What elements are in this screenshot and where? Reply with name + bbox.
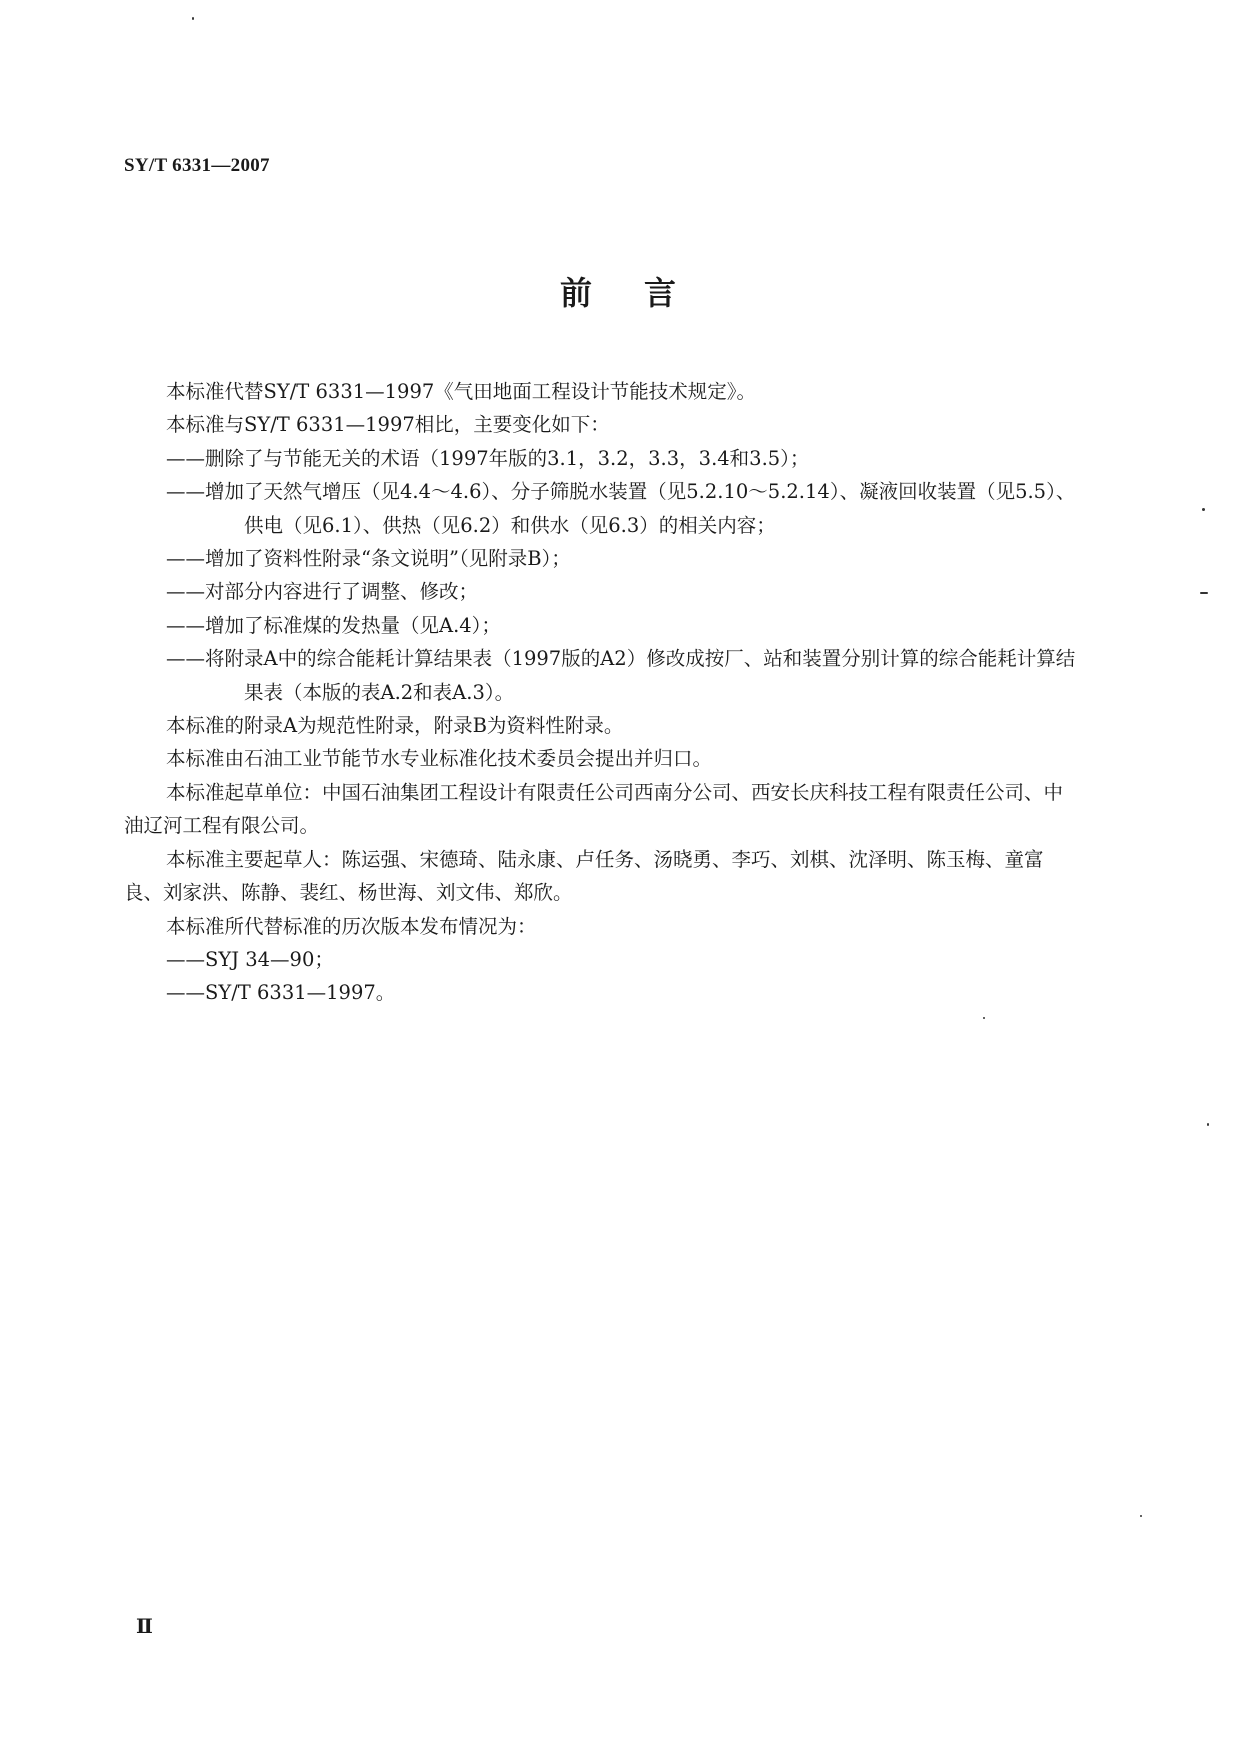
change-item: ——增加了天然气增压（见4.4～4.6）、分子筛脱水装置（见5.2.10～5.2.14）、凝液回收装置（见5.5）、供电（见6.1）、供热（见6.2）和供水（见6.3）的相关内容；: [166, 480, 1076, 537]
scan-speck: [1140, 1515, 1142, 1517]
standard-code-header: SY/T 6331—2007: [124, 155, 270, 176]
history-item: ——SY/T 6331—1997。: [166, 981, 396, 1005]
paragraph-replaces: 本标准代替SY/T 6331—1997《气田地面工程设计节能技术规定》。: [166, 380, 757, 403]
paragraph-changes-intro: 本标准与SY/T 6331—1997相比，主要变化如下：: [166, 413, 610, 437]
scan-speck: [192, 17, 194, 20]
change-item: ——增加了标准煤的发热量（见A.4）；: [166, 613, 501, 637]
scan-speck: [1202, 508, 1205, 511]
change-item: ——增加了资料性附录“条文说明”（见附录B）；: [166, 547, 571, 571]
scan-speck: [1207, 1123, 1209, 1126]
page-title: 前言: [559, 274, 728, 312]
change-item: ——将附录A中的综合能耗计算结果表（1997版的A2）修改成按厂、站和装置分别计算的综合能耗计算结果表（本版的表A.2和表A.3）。: [166, 647, 1076, 704]
paragraph-proposer: 本标准由石油工业节能节水专业标准化技术委员会提出并归口。: [166, 747, 713, 771]
paragraph-drafting-units: 本标准起草单位：中国石油集团工程设计有限责任公司西南分公司、西安长庆科技工程有限责任公司、中油辽河工程有限公司。: [124, 780, 1064, 838]
change-item: ——删除了与节能无关的术语（1997年版的3.1，3.2，3.3，3.4和3.5）；: [166, 446, 810, 470]
history-item: ——SYJ 34—90；: [166, 947, 334, 971]
scan-speck: [1200, 592, 1208, 594]
document-body: [124, 375, 1080, 1010]
page-number: Ⅱ: [136, 1616, 153, 1638]
scan-speck: [983, 1017, 985, 1019]
paragraph-history-intro: 本标准所代替标准的历次版本发布情况为：: [166, 914, 537, 938]
paragraph-drafters: 本标准主要起草人：陈运强、宋德琦、陆永康、卢任务、汤晓勇、李巧、刘棋、沈泽明、陈玉梅、童富良、刘家洪、陈静、裴红、杨世海、刘文伟、郑欣。: [124, 847, 1044, 905]
paragraph-appendix-status: 本标准的附录A为规范性附录，附录B为资料性附录。: [166, 714, 624, 738]
change-item: ——对部分内容进行了调整、修改；: [166, 580, 479, 604]
